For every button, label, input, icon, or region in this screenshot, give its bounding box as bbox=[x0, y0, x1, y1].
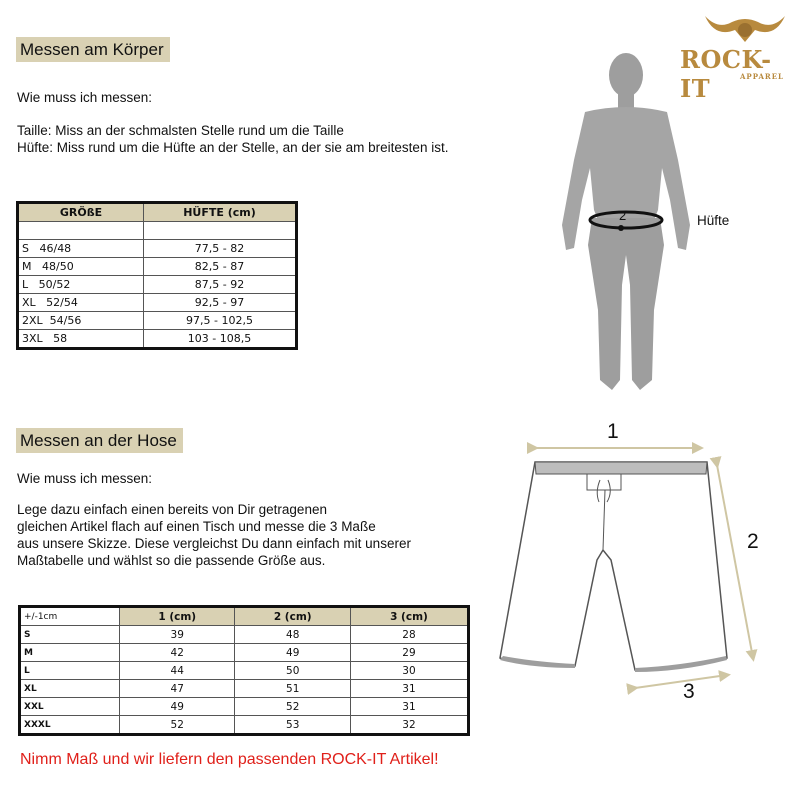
pants-instruction-4: Maßtabelle und wählst so die passende Größe aus. bbox=[17, 553, 326, 568]
waist-instruction: Taille: Miss an der schmalsten Stelle rund um die Taille bbox=[17, 123, 344, 138]
pants-section-title: Messen an der Hose bbox=[16, 428, 183, 453]
table-row: M 48/50 82,5 - 87 bbox=[18, 258, 297, 276]
body-section-title: Messen am Körper bbox=[16, 37, 170, 62]
bull-horns-icon bbox=[700, 8, 790, 48]
body-size-table bbox=[16, 201, 298, 350]
brand-name: ROCK-IT bbox=[680, 45, 772, 103]
header-2: 2 (cm) bbox=[235, 607, 350, 626]
brand-sub: APPAREL bbox=[740, 72, 784, 81]
table-row: XXXL 52 53 32 bbox=[20, 716, 469, 735]
header-size: GRÖßE bbox=[18, 203, 144, 222]
pants-instruction-3: aus unsere Skizze. Diese vergleichst Du dann einfach mit unserer bbox=[17, 536, 411, 551]
marker-2: 2 bbox=[747, 530, 759, 553]
table-row: S 39 48 28 bbox=[20, 626, 469, 644]
table-row: XL 47 51 31 bbox=[20, 680, 469, 698]
table-row: 2XL 54/56 97,5 - 102,5 bbox=[18, 312, 297, 330]
hip-label: Hüfte bbox=[697, 213, 730, 228]
header-3: 3 (cm) bbox=[350, 607, 468, 626]
footer-slogan: Nimm Maß und wir liefern den passenden ROCK-IT Artikel! bbox=[20, 751, 439, 768]
table-row: 3XL 58 103 - 108,5 bbox=[18, 330, 297, 349]
body-silhouette-icon bbox=[540, 50, 720, 395]
marker-3: 3 bbox=[683, 680, 695, 703]
header-tolerance: +/-1cm bbox=[20, 607, 120, 626]
header-hip: HÜFTE (cm) bbox=[144, 203, 297, 222]
pants-how-label: Wie muss ich messen: bbox=[17, 471, 153, 486]
table-row: XL 52/54 92,5 - 97 bbox=[18, 294, 297, 312]
pants-instruction-1: Lege dazu einfach einen bereits von Dir getragenen bbox=[17, 502, 327, 517]
body-how-label: Wie muss ich messen: bbox=[17, 90, 153, 105]
hip-instruction: Hüfte: Miss rund um die Hüfte an der Stelle, an der sie am breitesten ist. bbox=[17, 140, 449, 155]
table-row: S 46/48 77,5 - 82 bbox=[18, 240, 297, 258]
pants-instruction-2: gleichen Artikel flach auf einen Tisch und messe die 3 Maße bbox=[17, 519, 376, 534]
shorts-sketch-icon bbox=[495, 430, 785, 710]
hip-marker: 2 bbox=[619, 208, 627, 223]
table-row: M 42 49 29 bbox=[20, 644, 469, 662]
table-row: L 50/52 87,5 - 92 bbox=[18, 276, 297, 294]
pants-size-table bbox=[18, 605, 470, 736]
marker-1: 1 bbox=[607, 420, 619, 443]
table-row: L 44 50 30 bbox=[20, 662, 469, 680]
header-1: 1 (cm) bbox=[120, 607, 235, 626]
table-row: XXL 49 52 31 bbox=[20, 698, 469, 716]
